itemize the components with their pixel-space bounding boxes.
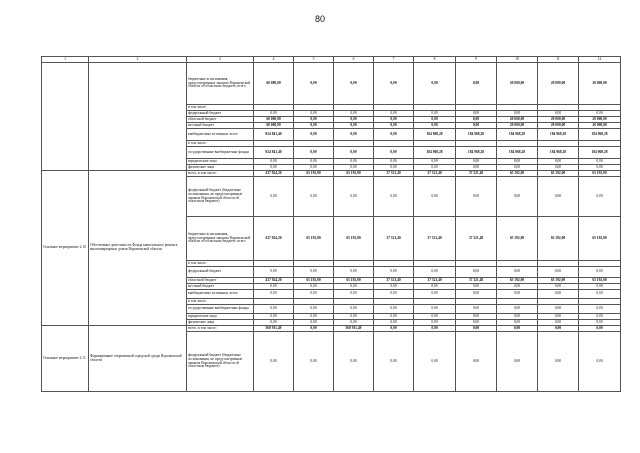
amount-cell: 0,00: [538, 332, 579, 392]
funding-source-cell: юридические лица: [187, 314, 254, 320]
amount-cell: 37 321,40: [414, 278, 456, 284]
amount-cell: 0,00: [374, 111, 414, 117]
amount-cell: 20 000,00: [538, 117, 579, 123]
amount-cell: 60 000,00: [254, 123, 294, 129]
amount-cell: 0,00: [579, 284, 621, 290]
amount-cell: 568 911,49: [254, 326, 294, 332]
header-cell: 9: [456, 57, 497, 63]
amount-cell: 0,00: [254, 111, 294, 117]
amount-cell: 65 192,00: [334, 278, 374, 284]
amount-cell: 0,00: [334, 117, 374, 123]
amount-cell: 20 000,00: [538, 123, 579, 129]
funding-source-cell: в том числе:: [187, 299, 254, 305]
amount-cell: 0,00: [334, 165, 374, 171]
header-cell: 1: [42, 57, 89, 63]
amount-cell: 37 321,40: [456, 171, 497, 177]
amount-cell: 20 000,00: [579, 123, 621, 129]
amount-cell: 0,00: [254, 320, 294, 326]
amount-cell: 0,00: [254, 165, 294, 171]
amount-cell: 0,00: [374, 123, 414, 129]
amount-cell: 0,00: [374, 165, 414, 171]
amount-cell: 0,00: [294, 332, 334, 392]
amount-cell: 184 968,28: [456, 147, 497, 159]
header-cell: 8: [414, 57, 456, 63]
amount-cell: 65 192,00: [294, 278, 334, 284]
amount-cell: 437 924,20: [254, 171, 294, 177]
amount-cell: 0,00: [374, 147, 414, 159]
amount-cell: 0,00: [334, 111, 374, 117]
amount-cell: 0,00: [294, 314, 334, 320]
page-number: 80: [314, 14, 325, 24]
amount-cell: 0,00: [374, 290, 414, 299]
funding-source-cell: всего, в том числе:: [187, 326, 254, 332]
amount-cell: 0,00: [374, 314, 414, 320]
amount-cell: 20 000,00: [497, 117, 538, 123]
amount-cell: 0,00: [538, 177, 579, 217]
amount-cell: 0,00: [538, 267, 579, 278]
amount-cell: 20 000,00: [579, 63, 621, 105]
amount-cell: 0,00: [374, 332, 414, 392]
amount-cell: 0,00: [579, 159, 621, 165]
amount-cell: 0,00: [456, 314, 497, 320]
funding-source-cell: государственные внебюджетные фонды: [187, 305, 254, 314]
amount-cell: 0,00: [334, 129, 374, 141]
funding-source-cell: юридические лица: [187, 159, 254, 165]
amount-cell: 0,00: [538, 326, 579, 332]
amount-cell: 37 321,40: [414, 171, 456, 177]
amount-cell: 0,00: [579, 165, 621, 171]
amount-cell: 0,00: [497, 111, 538, 117]
header-cell: 7: [374, 57, 414, 63]
table-row: [42, 63, 621, 105]
amount-cell: 65 192,00: [497, 217, 538, 261]
amount-cell: 0,00: [538, 314, 579, 320]
amount-cell: 0,00: [497, 284, 538, 290]
amount-cell: 0,00: [579, 290, 621, 299]
amount-cell: 0,00: [334, 63, 374, 105]
amount-cell: 0,00: [294, 123, 334, 129]
amount-cell: 0,00: [456, 305, 497, 314]
amount-cell: 0,00: [414, 111, 456, 117]
amount-cell: 0,00: [497, 290, 538, 299]
amount-cell: 0,00: [538, 159, 579, 165]
amount-cell: 437 924,20: [254, 217, 294, 261]
amount-cell: 65 192,00: [334, 171, 374, 177]
header-cell: 4: [254, 57, 294, 63]
amount-cell: 0,00: [456, 326, 497, 332]
amount-cell: 0,00: [579, 332, 621, 392]
amount-cell: 0,00: [497, 332, 538, 392]
amount-cell: 184 968,28: [497, 129, 538, 141]
funding-source-cell: в том числе:: [187, 141, 254, 147]
amount-cell: 65 192,00: [579, 171, 621, 177]
amount-cell: 0,00: [497, 177, 538, 217]
amount-cell: 0,00: [294, 290, 334, 299]
amount-cell: 0,00: [414, 326, 456, 332]
amount-cell: 0,00: [374, 326, 414, 332]
amount-cell: 0,00: [294, 63, 334, 105]
amount-cell: 0,00: [414, 117, 456, 123]
amount-cell: 0,00: [294, 177, 334, 217]
amount-cell: 0,00: [414, 177, 456, 217]
amount-cell: 0,00: [579, 177, 621, 217]
amount-cell: 184 968,28: [538, 129, 579, 141]
header-cell: 11: [538, 57, 579, 63]
amount-cell: 184 968,28: [456, 129, 497, 141]
amount-cell: 0,00: [294, 267, 334, 278]
amount-cell: 0,00: [497, 320, 538, 326]
amount-cell: 37 321,40: [374, 278, 414, 284]
amount-cell: 0,00: [579, 267, 621, 278]
amount-cell: 37 321,40: [374, 171, 414, 177]
amount-cell: 0,00: [334, 123, 374, 129]
amount-cell: 0,00: [456, 165, 497, 171]
amount-cell: 0,00: [538, 305, 579, 314]
amount-cell: 65 192,00: [334, 217, 374, 261]
amount-cell: 37 321,40: [374, 217, 414, 261]
amount-cell: 0,00: [456, 159, 497, 165]
amount-cell: 0,00: [456, 284, 497, 290]
funding-source-cell: федеральный бюджет (бюджетные ассигнования, не предусмотренные законом Воронежской области об областном бюджете): [187, 332, 254, 392]
funding-source-cell: всего, в том числе:: [187, 171, 254, 177]
amount-cell: 0,00: [254, 314, 294, 320]
amount-cell: 0,00: [456, 332, 497, 392]
funding-source-cell: физические лица: [187, 320, 254, 326]
amount-cell: 0,00: [414, 63, 456, 105]
amount-cell: 0,00: [334, 177, 374, 217]
amount-cell: 0,00: [456, 117, 497, 123]
amount-cell: 20 000,00: [497, 123, 538, 129]
amount-cell: 437 924,20: [254, 278, 294, 284]
amount-cell: 20 000,00: [538, 63, 579, 105]
amount-cell: 568 911,49: [334, 326, 374, 332]
amount-cell: 65 192,00: [294, 171, 334, 177]
amount-cell: 0,00: [414, 314, 456, 320]
funding-source-cell: в том числе:: [187, 105, 254, 111]
amount-cell: 0,00: [294, 284, 334, 290]
amount-cell: 0,00: [414, 284, 456, 290]
amount-cell: 0,00: [456, 177, 497, 217]
amount-cell: 0,00: [538, 111, 579, 117]
measure-title-cell: Формирование современной городской среды Воронежской области: [89, 326, 187, 392]
amount-cell: 0,00: [374, 284, 414, 290]
amount-cell: 20 000,00: [497, 63, 538, 105]
amount-cell: 65 192,00: [538, 217, 579, 261]
header-cell: 2: [89, 57, 187, 63]
amount-cell: 0,00: [334, 147, 374, 159]
funding-source-cell: бюджетные ассигнования, предусмотренные законом Воронежской области об областном бюджете, всего: [187, 217, 254, 261]
amount-cell: 0,00: [538, 284, 579, 290]
amount-cell: 0,00: [374, 117, 414, 123]
funding-source-cell: федеральный бюджет (бюджетные ассигнования, не предусмотренные законом Воронежской области об областном бюджете): [187, 177, 254, 217]
funding-source-cell: бюджетные ассигнования, предусмотренные законом Воронежской области об областном бюджете, всего: [187, 63, 254, 105]
amount-cell: 0,00: [334, 267, 374, 278]
funding-source-cell: федеральный бюджет: [187, 267, 254, 278]
amount-cell: 0,00: [294, 326, 334, 332]
measure-title-cell: Обеспечение деятельности Фонда капитального ремонта многоквартирных домов Воронежской области: [89, 171, 187, 326]
amount-cell: 0,00: [414, 290, 456, 299]
amount-cell: 0,00: [538, 290, 579, 299]
amount-cell: 184 968,28: [497, 147, 538, 159]
amount-cell: 0,00: [579, 314, 621, 320]
amount-cell: 0,00: [497, 159, 538, 165]
amount-cell: 0,00: [294, 305, 334, 314]
header-cell: 6: [334, 57, 374, 63]
amount-cell: 0,00: [374, 267, 414, 278]
amount-cell: 0,00: [334, 332, 374, 392]
funding-source-cell: внебюджетные источники, всего: [187, 290, 254, 299]
amount-cell: 0,00: [374, 305, 414, 314]
amount-cell: 0,00: [497, 314, 538, 320]
amount-cell: 0,00: [334, 314, 374, 320]
measure-code-cell: Основное мероприятие 2.10: [42, 171, 89, 326]
header-cell: 3: [187, 57, 254, 63]
amount-cell: 0,00: [374, 177, 414, 217]
amount-cell: 0,00: [334, 159, 374, 165]
amount-cell: 37 321,40: [456, 278, 497, 284]
header-cell: 12: [579, 57, 621, 63]
amount-cell: 0,00: [414, 320, 456, 326]
amount-cell: 0,00: [334, 284, 374, 290]
amount-cell: 0,00: [579, 111, 621, 117]
amount-cell: 0,00: [456, 267, 497, 278]
amount-cell: 0,00: [254, 332, 294, 392]
amount-cell: 60 000,00: [254, 117, 294, 123]
amount-cell: 0,00: [456, 320, 497, 326]
header-cell: 10: [497, 57, 538, 63]
amount-cell: 0,00: [334, 305, 374, 314]
funding-source-cell: местный бюджет: [187, 284, 254, 290]
amount-cell: 0,00: [579, 305, 621, 314]
amount-cell: 65 192,00: [579, 217, 621, 261]
amount-cell: 65 192,00: [579, 278, 621, 284]
funding-source-cell: местный бюджет: [187, 123, 254, 129]
amount-cell: 37 321,40: [414, 217, 456, 261]
amount-cell: 0,00: [414, 165, 456, 171]
amount-cell: 60 000,00: [254, 63, 294, 105]
funding-source-cell: в том числе:: [187, 261, 254, 267]
amount-cell: 0,00: [497, 305, 538, 314]
funding-source-cell: федеральный бюджет: [187, 111, 254, 117]
amount-cell: 65 192,00: [294, 217, 334, 261]
amount-cell: 924 841,40: [254, 129, 294, 141]
funding-source-cell: внебюджетные источники, всего: [187, 129, 254, 141]
amount-cell: 65 192,00: [538, 278, 579, 284]
amount-cell: 0,00: [254, 290, 294, 299]
amount-cell: 924 841,40: [254, 147, 294, 159]
amount-cell: 0,00: [254, 284, 294, 290]
amount-cell: 0,00: [456, 63, 497, 105]
amount-cell: 0,00: [294, 129, 334, 141]
funding-source-cell: физические лица: [187, 165, 254, 171]
amount-cell: 0,00: [579, 320, 621, 326]
amount-cell: 0,00: [456, 290, 497, 299]
amount-cell: 0,00: [334, 320, 374, 326]
measure-code-cell: [42, 63, 89, 171]
amount-cell: 184 968,28: [538, 147, 579, 159]
amount-cell: 0,00: [497, 267, 538, 278]
amount-cell: 184 968,28: [414, 147, 456, 159]
amount-cell: 65 192,00: [497, 171, 538, 177]
amount-cell: 0,00: [414, 267, 456, 278]
amount-cell: 0,00: [579, 326, 621, 332]
amount-cell: 0,00: [334, 290, 374, 299]
amount-cell: 184 968,28: [414, 129, 456, 141]
amount-cell: 0,00: [254, 305, 294, 314]
amount-cell: 0,00: [294, 111, 334, 117]
amount-cell: 0,00: [294, 117, 334, 123]
budget-table: [41, 56, 621, 392]
amount-cell: 37 321,40: [456, 217, 497, 261]
amount-cell: 0,00: [374, 129, 414, 141]
amount-cell: 0,00: [254, 177, 294, 217]
amount-cell: 20 000,00: [579, 117, 621, 123]
amount-cell: 0,00: [414, 305, 456, 314]
amount-cell: 0,00: [497, 165, 538, 171]
measure-title-cell: [89, 63, 187, 171]
amount-cell: 0,00: [374, 320, 414, 326]
amount-cell: 65 192,00: [497, 278, 538, 284]
amount-cell: 0,00: [414, 332, 456, 392]
amount-cell: 0,00: [538, 165, 579, 171]
amount-cell: 0,00: [294, 147, 334, 159]
amount-cell: 0,00: [294, 159, 334, 165]
amount-cell: 0,00: [456, 111, 497, 117]
amount-cell: 0,00: [254, 267, 294, 278]
funding-source-cell: государственные внебюджетные фонды: [187, 147, 254, 159]
amount-cell: 0,00: [456, 123, 497, 129]
amount-cell: 0,00: [497, 326, 538, 332]
amount-cell: 184 968,28: [579, 129, 621, 141]
amount-cell: 0,00: [254, 159, 294, 165]
amount-cell: 0,00: [414, 159, 456, 165]
amount-cell: 0,00: [414, 123, 456, 129]
amount-cell: 0,00: [294, 320, 334, 326]
amount-cell: 0,00: [374, 63, 414, 105]
amount-cell: 65 192,00: [538, 171, 579, 177]
amount-cell: 0,00: [294, 165, 334, 171]
amount-cell: 0,00: [374, 159, 414, 165]
header-cell: 5: [294, 57, 334, 63]
amount-cell: 0,00: [538, 320, 579, 326]
amount-cell: 184 968,28: [579, 147, 621, 159]
funding-source-cell: областной бюджет: [187, 278, 254, 284]
measure-code-cell: Основное мероприятие 2.11: [42, 326, 89, 392]
funding-source-cell: областной бюджет: [187, 117, 254, 123]
